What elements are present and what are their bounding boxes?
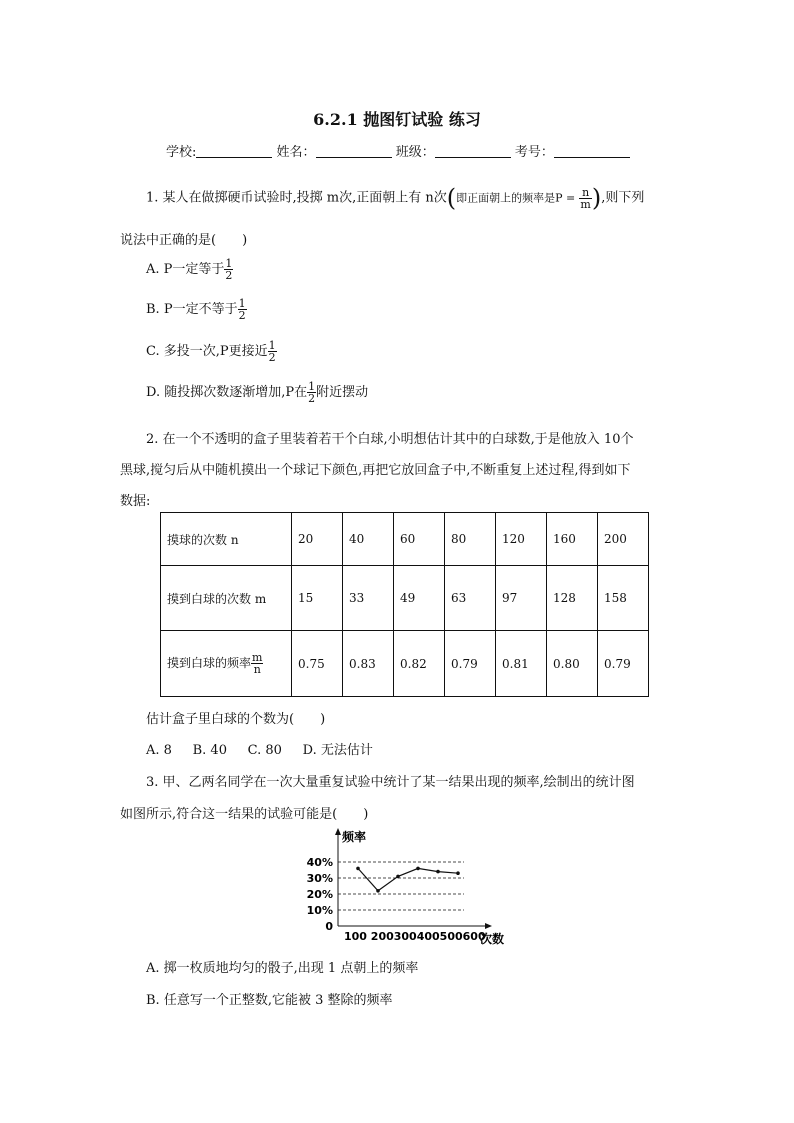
q3-line2: 如图所示,符合这一结果的试验可能是( )	[120, 807, 369, 822]
class-label: 班级：	[395, 145, 435, 160]
data-point	[396, 875, 400, 879]
table-cell: 0.80	[547, 631, 598, 697]
q1-line2: 说法中正确的是( )	[120, 233, 248, 248]
row3-frac-den: n	[251, 663, 263, 675]
q1-option-a-text: A. P一定等于	[146, 262, 225, 277]
table-cell: 80	[445, 513, 496, 566]
q1-stem: 1. 某人在做掷硬币试验时,投掷 m次,正面朝上有 n次	[146, 190, 447, 206]
table-cell: 60	[394, 513, 445, 566]
table-row	[161, 513, 649, 566]
school-label: 学校:	[166, 145, 197, 160]
q1-option-a-frac	[224, 258, 233, 281]
q1-left-paren: (	[446, 184, 457, 212]
table-cell: 0.79	[445, 631, 496, 697]
table-cell: 0.79	[598, 631, 649, 697]
school-blank[interactable]	[196, 144, 272, 158]
q1-option-d-num: 1	[308, 380, 316, 393]
q2-data-table	[160, 512, 649, 697]
y-tick-label: 10%	[306, 904, 333, 917]
x-axis-arrow	[485, 923, 492, 929]
q1-option-d-frac	[307, 381, 316, 404]
student-info	[166, 141, 630, 160]
table-row	[161, 631, 649, 697]
q1-option-d-text: D. 随投掷次数逐渐增加,P在	[146, 385, 308, 400]
q1-option-c-den: 2	[268, 351, 276, 364]
data-point	[416, 867, 420, 871]
series-line	[358, 868, 458, 890]
q2-options	[146, 739, 373, 758]
table-cell: 0.82	[394, 631, 445, 697]
name-blank[interactable]	[316, 144, 392, 158]
q1-paren-text: 即正面朝上的频率是P =	[456, 191, 576, 205]
y-tick-label: 30%	[306, 872, 333, 885]
q1-option-a	[146, 258, 233, 281]
x-axis-label: 次数	[480, 932, 505, 946]
table-row-header: 摸到白球的次数 m	[161, 566, 292, 631]
q1-option-a-num: 1	[225, 257, 233, 270]
table-cell: 0.83	[343, 631, 394, 697]
y-tick-label: 0	[325, 920, 333, 933]
table-cell: 20	[292, 513, 343, 566]
row3-fraction	[251, 652, 263, 675]
q2-question: 估计盒子里白球的个数为( )	[146, 712, 326, 727]
q1-option-c-frac	[268, 340, 277, 363]
y-tick-label: 40%	[306, 856, 333, 869]
q2-option-b: B. 40	[192, 743, 227, 758]
q3-line1: 3. 甲、乙两名同学在一次大量重复试验中统计了某一结果出现的频率,绘制出的统计图	[146, 775, 635, 790]
q1-line1	[146, 186, 644, 210]
table-cell: 49	[394, 566, 445, 631]
q1-option-b-text: B. P一定不等于	[146, 302, 238, 317]
q1-option-a-den: 2	[225, 269, 233, 282]
q1-frac-den: m	[580, 197, 591, 211]
data-point	[456, 871, 460, 875]
exam-no-label: 考号：	[514, 145, 554, 160]
data-point	[356, 867, 360, 871]
table-row	[161, 566, 649, 631]
q1-option-b	[146, 298, 247, 321]
q1-option-b-frac	[238, 298, 247, 321]
y-tick-label: 20%	[306, 888, 333, 901]
q1-option-d-den: 2	[308, 392, 316, 405]
row3-header-text: 摸到白球的频率	[167, 656, 252, 670]
page-title: 6.2.1 抛图钉试验 练习	[313, 110, 481, 129]
table-cell: 40	[343, 513, 394, 566]
q1-option-c-text: C. 多投一次,P更接近	[146, 344, 268, 359]
table-cell: 97	[496, 566, 547, 631]
data-point	[436, 870, 440, 874]
q1-option-c	[146, 340, 277, 363]
table-cell: 33	[343, 566, 394, 631]
table-cell: 128	[547, 566, 598, 631]
data-point	[376, 889, 380, 893]
q2-option-a: A. 8	[146, 743, 172, 758]
y-axis-arrow	[335, 828, 341, 835]
table-cell: 120	[496, 513, 547, 566]
q2-line2: 黑球,搅匀后从中随机摸出一个球记下颜色,再把它放回盒子中,不断重复上述过程,得到如下	[120, 463, 631, 478]
y-axis-label: 频率	[342, 830, 367, 844]
class-blank[interactable]	[435, 144, 511, 158]
row3-frac-num: m	[252, 651, 263, 664]
q1-right-paren: )	[591, 184, 602, 212]
chart-series	[356, 867, 460, 893]
table-cell: 200	[598, 513, 649, 566]
q2-option-d: D. 无法估计	[302, 743, 373, 758]
exam-no-blank[interactable]	[554, 144, 630, 158]
q2-line1: 2. 在一个不透明的盒子里装着若干个白球,小明想估计其中的白球数,于是他放入 10个	[146, 432, 634, 447]
table-cell: 63	[445, 566, 496, 631]
table-cell: 0.75	[292, 631, 343, 697]
q3-option-b: B. 任意写一个正整数,它能被 3 整除的频率	[146, 993, 393, 1008]
table-row-header	[161, 631, 292, 697]
table-cell: 15	[292, 566, 343, 631]
q1-option-d	[146, 381, 368, 404]
q2-option-c: C. 80	[247, 743, 282, 758]
table-row-header: 摸球的次数 n	[161, 513, 292, 566]
name-label: 姓名：	[276, 145, 316, 160]
table-cell: 158	[598, 566, 649, 631]
y-tick-labels	[307, 856, 334, 933]
q1-option-b-den: 2	[238, 309, 246, 322]
frequency-line-chart	[306, 826, 506, 948]
q1-option-b-num: 1	[238, 297, 246, 310]
q1-stem-tail: ,则下列	[601, 190, 645, 206]
q1-frac-num: n	[582, 185, 590, 199]
table-cell: 160	[547, 513, 598, 566]
q1-fraction	[579, 187, 591, 210]
q1-option-c-num: 1	[268, 339, 276, 352]
q2-line3: 数据:	[120, 494, 151, 509]
q1-option-d-tail: 附近摆动	[316, 385, 369, 400]
x-tick-labels: 100 200300400500600	[344, 930, 486, 943]
table-cell: 0.81	[496, 631, 547, 697]
q3-option-a: A. 掷一枚质地均匀的骰子,出现 1 点朝上的频率	[146, 961, 419, 976]
